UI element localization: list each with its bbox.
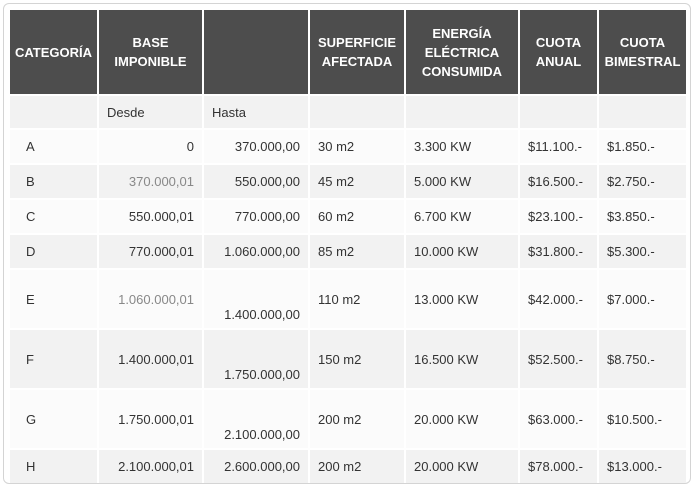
table-row (10, 130, 686, 165)
cell-energia: 3.300 KW (406, 130, 520, 165)
header-cuota-anual: CUOTA ANUAL (520, 10, 599, 96)
cell-desde: 370.000,01 (99, 165, 204, 200)
cell-superficie: 200 m2 (310, 390, 406, 450)
cell-categoria: E (10, 270, 99, 330)
cell-superficie: 30 m2 (310, 130, 406, 165)
cell-categoria: C (10, 200, 99, 235)
cell-energia: 5.000 KW (406, 165, 520, 200)
subheader-empty-cell (310, 96, 406, 130)
header-empty (204, 10, 310, 96)
cell-categoria: D (10, 235, 99, 270)
cell-categoria: B (10, 165, 99, 200)
cell-desde: 770.000,01 (99, 235, 204, 270)
cell-categoria: A (10, 130, 99, 165)
cell-hasta: 1.060.000,00 (204, 235, 310, 270)
cell-energia: 20.000 KW (406, 390, 520, 450)
subheader-empty-cell (520, 96, 599, 130)
subheader-desde: Desde (99, 96, 204, 130)
header-superficie: SUPERFICIE AFECTADA (310, 10, 406, 96)
cell-desde: 0 (99, 130, 204, 165)
cell-cuota-bimestral: $8.750.- (599, 330, 686, 390)
cell-superficie: 45 m2 (310, 165, 406, 200)
categories-table (10, 10, 686, 484)
cell-cuota-bimestral: $10.500.- (599, 390, 686, 450)
cell-hasta: 1.750.000,00 (204, 330, 310, 390)
cell-hasta: 2.100.000,00 (204, 390, 310, 450)
cell-desde: 1.400.000,01 (99, 330, 204, 390)
subheader-row (10, 96, 686, 130)
table-row (10, 235, 686, 270)
cell-energia: 13.000 KW (406, 270, 520, 330)
cell-hasta: 370.000,00 (204, 130, 310, 165)
subheader-hasta: Hasta (204, 96, 310, 130)
cell-energia: 6.700 KW (406, 200, 520, 235)
cell-cuota-bimestral: $1.850.- (599, 130, 686, 165)
header-row (10, 10, 686, 96)
header-categoria: CATEGORÍA (10, 10, 99, 96)
cell-cuota-anual: $63.000.- (520, 390, 599, 450)
cell-categoria: F (10, 330, 99, 390)
cell-hasta: 550.000,00 (204, 165, 310, 200)
header-cuota-bimestral: CUOTA BIMESTRAL (599, 10, 686, 96)
header-base-imponible: BASE IMPONIBLE (99, 10, 204, 96)
cell-cuota-bimestral: $5.300.- (599, 235, 686, 270)
cell-desde: 1.750.000,01 (99, 390, 204, 450)
header-energia: ENERGÍA ELÉCTRICA CONSUMIDA (406, 10, 520, 96)
subheader-empty-cell (599, 96, 686, 130)
cell-hasta: 2.600.000,00 (204, 450, 310, 484)
cell-superficie: 200 m2 (310, 450, 406, 484)
cell-hasta: 770.000,00 (204, 200, 310, 235)
cell-cuota-bimestral: $3.850.- (599, 200, 686, 235)
cell-categoria: G (10, 390, 99, 450)
table-row (10, 450, 686, 484)
cell-categoria: H (10, 450, 99, 484)
cell-superficie: 110 m2 (310, 270, 406, 330)
cell-energia: 10.000 KW (406, 235, 520, 270)
table-row (10, 165, 686, 200)
cell-cuota-bimestral: $7.000.- (599, 270, 686, 330)
table-row (10, 390, 686, 450)
cell-cuota-bimestral: $13.000.- (599, 450, 686, 484)
cell-cuota-anual: $11.100.- (520, 130, 599, 165)
cell-cuota-bimestral: $2.750.- (599, 165, 686, 200)
table-row (10, 200, 686, 235)
cell-cuota-anual: $23.100.- (520, 200, 599, 235)
cell-desde: 550.000,01 (99, 200, 204, 235)
table-row (10, 330, 686, 390)
table-row (10, 270, 686, 330)
cell-superficie: 85 m2 (310, 235, 406, 270)
subheader-empty-cell (406, 96, 520, 130)
cell-superficie: 150 m2 (310, 330, 406, 390)
cell-energia: 20.000 KW (406, 450, 520, 484)
cell-cuota-anual: $42.000.- (520, 270, 599, 330)
cell-cuota-anual: $78.000.- (520, 450, 599, 484)
cell-cuota-anual: $31.800.- (520, 235, 599, 270)
cell-hasta: 1.400.000,00 (204, 270, 310, 330)
table-frame (3, 3, 691, 484)
cell-superficie: 60 m2 (310, 200, 406, 235)
cell-energia: 16.500 KW (406, 330, 520, 390)
cell-desde: 2.100.000,01 (99, 450, 204, 484)
cell-cuota-anual: $52.500.- (520, 330, 599, 390)
cell-desde: 1.060.000,01 (99, 270, 204, 330)
cell-cuota-anual: $16.500.- (520, 165, 599, 200)
subheader-empty-cell (10, 96, 99, 130)
